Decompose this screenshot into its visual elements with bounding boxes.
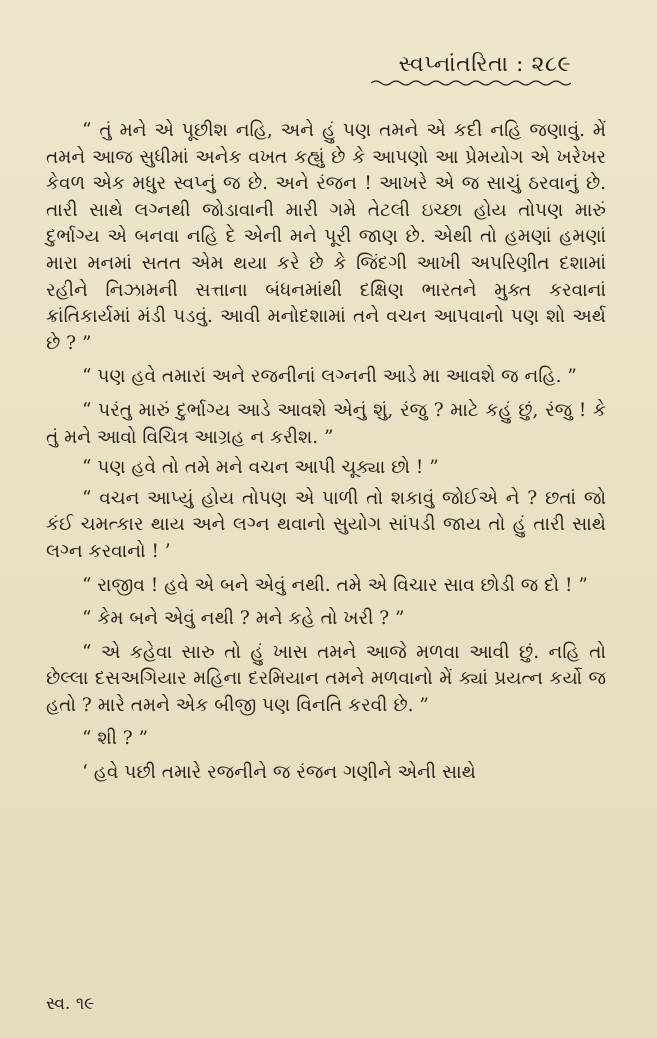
paragraph-6: “ રાજીવ ! હવે એ બને એવું નથી. તમે એ વિચાર સાવ છોડી જ દો ! ”: [82, 574, 588, 596]
paragraph-5: “ વચન આપ્યું હોય તોપણ એ પાળી તો શકાવું જોઈએ ને ? છતાં જો કંઈ ચમત્કાર થાય અને લગ્ન થવાનો સુયોગ સાંપડી જાય તો હું તારી સાથે લગ્ન કરવાનો ! ’: [46, 487, 606, 562]
running-title: સ્વપ્નાંતરિતા : ૨૮૯: [398, 52, 571, 77]
paragraph-10: ‘ હવે પછી તમારે રજનીને જ રંજન ગણીને એની સાથે: [82, 762, 476, 784]
paragraph-8: “ એ કહેવા સારુ તો હું ખાસ તમને આજે મળવા આવી છું. નહિ તો છેલ્લા દસઅગિયાર મહિના દરમિયાન તમને મળવાનો મેં ક્યાં પ્રયત્ન કર્યો જ હતો ? મારે તમને એક બીજી પણ વિનતિ કરવી છે. ”: [46, 641, 606, 716]
page-header: [371, 52, 571, 87]
printer-signature-mark: સ્વ. ૧૯: [46, 994, 95, 1014]
body-text: [46, 118, 606, 794]
paragraph-4: “ પણ હવે તો તમે મને વચન આપી ચૂક્યા છો ! ”: [82, 457, 439, 479]
paragraph-2: “ પણ હવે તમારાં અને રજનીનાં લગ્નની આડે મા આવશે જ નહિ. ”: [82, 366, 577, 388]
paragraph-3: “ પરંતુ મારું દુર્ભાગ્ય આડે આવશે એનું શું, રંજુ ? માટે કહું છું, રંજુ ! કે તું મને આવો વિચિત્ર આગ્રહ ન કરીશ. ”: [46, 399, 606, 448]
wavy-underline-ornament: [371, 79, 571, 87]
paragraph-1: “ તું મને એ પૂછીશ નહિ, અને હું પણ તમને એ કદી નહિ જણાવું. મેં તમને આજ સુધીમાં અનેક વખત કહ્યું છે કે આપણો આ પ્રેમયોગ એ ખરેખર કેવળ એક મધુર સ્વપ્નું જ છે. અને રંજન ! આખરે એ જ સાચું ઠરવાનું છે. તારી સાથે લગ્નથી જોડાવાની મારી ગમે તેટલી ઇચ્છા હોય તોપણ મારું દુર્ભાગ્ય એ બનવા નહિ દે એની મને પૂરી જાણ છે. એથી તો હમણાં હમણાં મારા મનમાં સતત એમ થયા કરે છે કે જિંદગી આખી અપરિણીત દશામાં રહીને નિઝામની સત્તાના બંધનમાંથી દક્ષિણ ભારતને મુક્ત કરવાનાં ક્રાંતિકાર્યમાં મંડી પડવું. આવી મનોદશામાં તને વચન આપવાનો પણ શો અર્થ છે ? ”: [46, 120, 606, 354]
paragraph-7: “ કેમ બને એવું નથી ? મને કહે તો ખરી ? ”: [82, 608, 405, 630]
paragraph-9: “ શી ? ”: [82, 728, 149, 750]
